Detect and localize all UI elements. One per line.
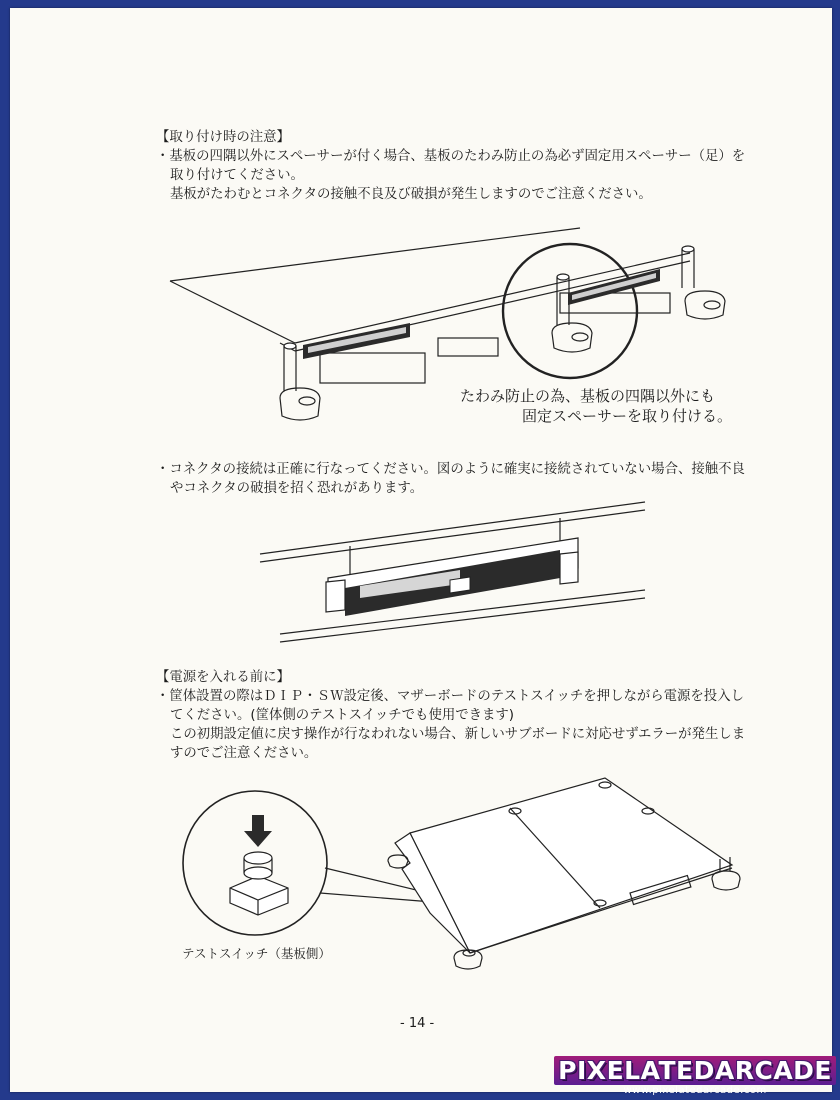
section-heading-power: 【電源を入れる前に】 <box>156 670 290 685</box>
bullet1-line1: ・基板の四隅以外にスペーサーが付く場合、基板のたわみ防止の為必ず固定用スペーサー（足）を <box>156 149 746 164</box>
power-line2: てください。(筐体側のテストスイッチでも使用できます) <box>170 708 515 723</box>
power-line3: この初期設定値に戻す操作が行なわれない場合、新しいサブボードに対応せずエラーが発生しま <box>170 727 746 742</box>
watermark-title: PIXELATEDARCADE <box>554 1056 836 1085</box>
test-switch-caption: テストスイッチ（基板側） <box>182 946 331 961</box>
callout-line1: たわみ防止の為、基板の四隅以外にも <box>460 387 716 405</box>
page-number: - 14 - <box>400 1016 435 1031</box>
section-heading-installation: 【取り付け時の注意】 <box>156 130 290 145</box>
watermark-url: www.pixelatedarcade.com <box>623 1085 767 1096</box>
bullet2-line2: やコネクタの破損を招く恐れがあります。 <box>170 481 424 496</box>
connector-diagram <box>260 498 650 648</box>
power-line4: すのでご注意ください。 <box>170 746 318 761</box>
bullet1-line3: 基板がたわむとコネクタの接触不良及び破損が発生しますのでご注意ください。 <box>170 187 652 202</box>
callout-line2: 固定スペーサーを取り付ける。 <box>522 407 733 425</box>
manual-page <box>10 8 832 1092</box>
bullet2-line1: ・コネクタの接続は正確に行なってください。図のように確実に接続されていない場合、接触不良 <box>156 462 745 477</box>
power-line1: ・筐体設置の際はＤＩＰ・ＳＷ設定後、マザーボードのテストスイッチを押しながら電源を投入し <box>156 689 744 704</box>
bullet1-line2: 取り付けてください。 <box>170 168 304 183</box>
watermark <box>554 1056 836 1096</box>
